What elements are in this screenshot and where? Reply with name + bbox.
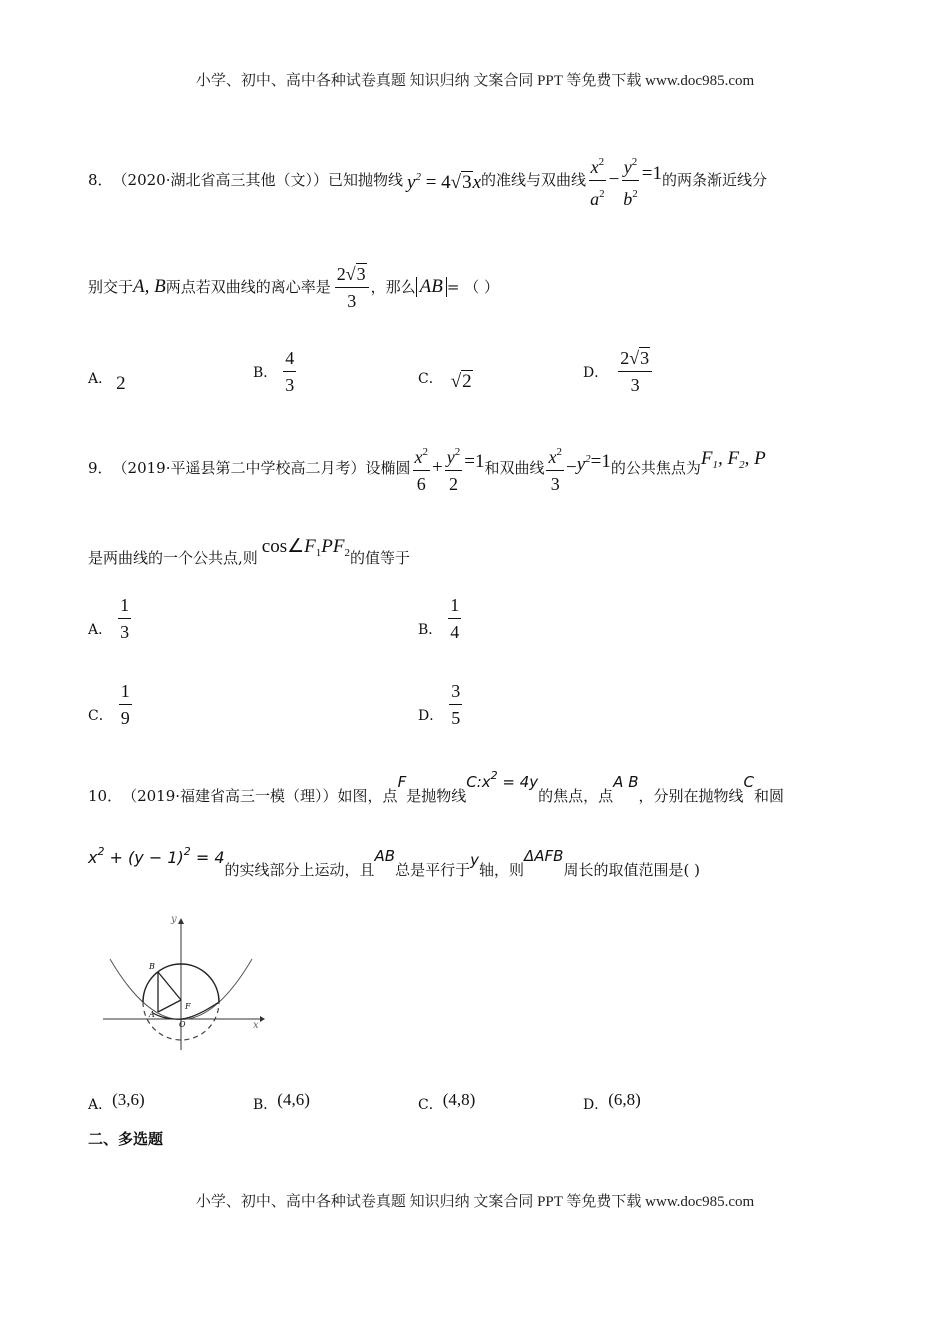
option-label: D． [583, 364, 609, 381]
curve-c: C [743, 773, 754, 791]
option-label: B． [253, 364, 278, 381]
page-header-banner: 小学、初中、高中各种试卷真题 知识归纳 文案合同 PPT 等免费下载 www.doc985.com [195, 73, 755, 89]
option-label: D． [583, 1097, 609, 1113]
option-c[interactable] [418, 1090, 476, 1113]
hyperbola-y-term: $y^2$ [576, 453, 591, 475]
ellipse-y-term: $\frac{y^2}{2}$ [445, 441, 463, 495]
option-d[interactable] [583, 347, 654, 396]
option-label: C． [418, 371, 443, 387]
question-10-options [88, 1090, 788, 1120]
question-text: ，那么 [370, 278, 416, 296]
question-text: 的值等于 [349, 549, 410, 567]
question-source: （2019·平遥县第二中学校高二月考） [112, 459, 366, 477]
option-value: $\frac{1}{4}$ [450, 595, 460, 642]
parabola-equation: $C:x^2 = 4y$ [466, 769, 539, 791]
option-value: (4,6) [277, 1090, 310, 1109]
option-label: C． [88, 708, 113, 724]
figure-label-o: O [179, 1020, 186, 1029]
question-text: 的公共焦点为 [610, 459, 701, 477]
option-label: D． [418, 708, 444, 724]
parabola-circle-figure [95, 910, 275, 1050]
triangle-afb: ΔAFB [524, 847, 564, 865]
question-text: 和圆 [754, 787, 785, 805]
option-a[interactable] [88, 1090, 145, 1113]
question-text: 轴，则 [479, 861, 525, 879]
minus-sign: − [608, 169, 620, 190]
option-value: $\frac{1}{9}$ [120, 681, 130, 728]
question-8-options [88, 345, 788, 395]
points-ab: A, B [133, 276, 166, 297]
question-9-options [88, 594, 788, 729]
abs-ab: AB [416, 277, 447, 297]
question-source: （2020·湖北省高三其他（文）） [112, 171, 328, 189]
question-text: 总是平行于 [395, 861, 471, 879]
option-label: B． [418, 622, 443, 638]
parabola-equation: $y^2 = 4√3x$ [407, 171, 482, 193]
cos-angle-expression: $\cos\angle F_1PF_2$ [261, 536, 350, 559]
option-value: (3,6) [112, 1090, 145, 1109]
question-text: 的两条渐近线分 [662, 171, 768, 189]
point-f: F [397, 773, 407, 791]
option-value: (6,8) [608, 1090, 641, 1109]
question-text: 的准线与双曲线 [481, 171, 587, 189]
figure-label-a: A [149, 1010, 155, 1019]
question-text: 的实线部分上运动，且 [224, 861, 375, 879]
option-label: A． [88, 371, 113, 387]
option-value: $\frac{2√3}{3}$ [618, 347, 652, 396]
figure-label-y: y [171, 914, 177, 925]
option-b[interactable] [253, 1090, 310, 1113]
option-label: A． [88, 1097, 113, 1113]
question-text: 和双曲线 [484, 459, 545, 477]
option-value: $\frac{3}{5}$ [451, 681, 461, 728]
question-text: 别交于 [88, 278, 134, 296]
hyperbola-x-term: $\frac{x^2}{a^2}$ [588, 151, 607, 210]
question-text: ，分别在抛物线 [638, 787, 744, 805]
option-d[interactable] [583, 1090, 641, 1113]
figure-label-b: B [149, 962, 155, 971]
equals-one: =1 [641, 163, 662, 184]
option-label: C． [418, 1097, 443, 1113]
figure-label-x: x [253, 1020, 259, 1031]
option-value: $\frac{4}{3}$ [285, 348, 295, 395]
eccentricity-fraction: $\frac{2√3}{3}$ [335, 263, 369, 312]
question-10-line-1 [88, 769, 785, 806]
question-9-line-1 [88, 442, 766, 494]
option-b[interactable] [418, 594, 463, 643]
section-heading-multiple-choice: 二、多选题 [88, 1130, 164, 1148]
question-text: 是两曲线的一个公共点,则 [88, 549, 258, 567]
question-number: 10． [88, 787, 123, 805]
question-10-line-2 [88, 846, 700, 880]
figure-label-f: F [185, 1002, 191, 1011]
question-text: 两点若双曲线的离心率是 [165, 278, 331, 296]
points-a-b: A B [613, 773, 639, 791]
figure-graphic [95, 910, 275, 1050]
option-c[interactable] [88, 680, 134, 729]
option-b[interactable] [253, 347, 298, 396]
option-label: B． [253, 1097, 278, 1113]
option-a[interactable] [88, 367, 126, 394]
foci-list: $F_1$, $F_2$, P [700, 448, 766, 471]
question-9-line-2 [88, 532, 410, 568]
option-value: $\frac{1}{3}$ [120, 595, 130, 642]
axis-y: y [470, 851, 480, 869]
option-a[interactable] [88, 594, 133, 643]
question-text: 周长的取值范围是( ) [563, 861, 700, 879]
answer-blank: = （ ） [446, 278, 499, 296]
option-value: 2 [116, 373, 126, 394]
minus-sign: − [565, 457, 577, 478]
plus-sign: + [432, 457, 443, 478]
page-footer-banner: 小学、初中、高中各种试卷真题 知识归纳 文案合同 PPT 等免费下载 www.doc985.com [195, 1194, 755, 1210]
option-label: A． [88, 622, 113, 638]
question-number: 9． [88, 459, 113, 477]
segment-ab: AB [374, 847, 396, 865]
question-text: 如图，点 [337, 787, 398, 805]
question-text: 已知抛物线 [328, 171, 404, 189]
circle-equation: $x^2 + (y - 1)^2 = 4$ [88, 845, 225, 867]
option-value: (4,8) [442, 1090, 476, 1109]
question-text: 是抛物线 [406, 787, 467, 805]
question-8-line-2 [88, 262, 499, 312]
equals-one: =1 [464, 451, 485, 472]
hyperbola-y-term: $\frac{y^2}{b^2}$ [621, 151, 640, 210]
option-value: √2 [450, 371, 472, 392]
option-c[interactable] [418, 367, 473, 392]
question-8-line-1 [88, 150, 767, 210]
equals-one: =1 [590, 451, 611, 472]
question-number: 8． [88, 171, 113, 189]
hyperbola-x-term: $\frac{x^2}{3}$ [546, 441, 564, 495]
question-text: 设椭圆 [365, 459, 411, 477]
ellipse-x-term: $\frac{x^2}{6}$ [413, 441, 431, 495]
option-d[interactable] [418, 680, 464, 729]
question-text: 的焦点，点 [538, 787, 614, 805]
question-source: （2019·福建省高三一模（理）） [122, 787, 338, 805]
